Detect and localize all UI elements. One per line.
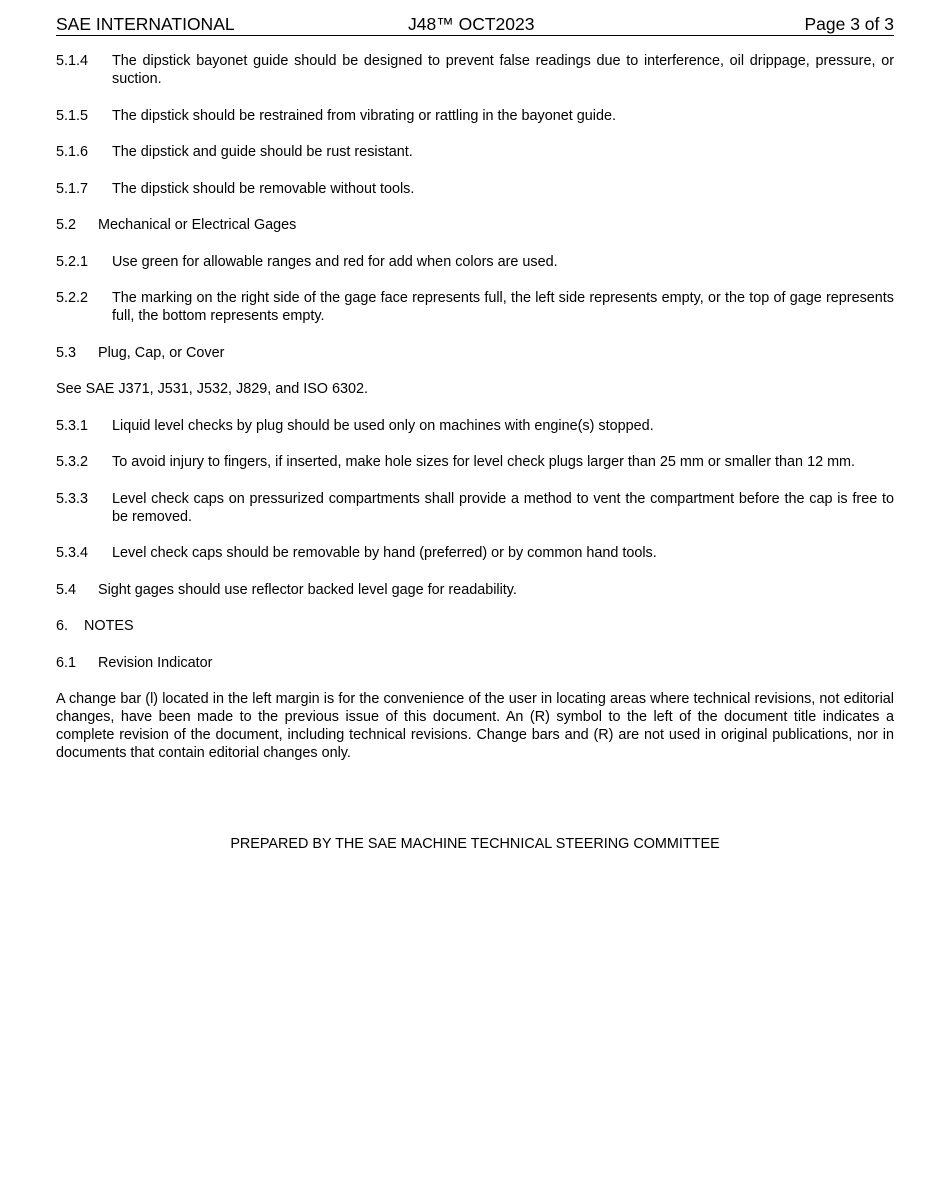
section-text: The dipstick bayonet guide should be designed to prevent false readings due to interference, oil drippage, pressure, or suction. <box>112 53 894 87</box>
section-number: 6. <box>56 618 69 634</box>
section-heading: Plug, Cap, or Cover <box>98 344 225 361</box>
section-number: 5.1.6 <box>56 144 89 160</box>
section-6-1-heading <box>56 654 894 672</box>
section-number: 6.1 <box>56 654 77 671</box>
section-text: To avoid injury to fingers, if inserted, make hole sizes for level check plugs larger than 25 mm or smaller than 12 mm. <box>112 454 856 470</box>
section-5-2-2 <box>56 289 894 325</box>
header-page-number: Page 3 of 3 <box>804 14 894 34</box>
section-text: The dipstick and guide should be rust resistant. <box>112 144 413 160</box>
header-org: SAE INTERNATIONAL <box>56 14 235 34</box>
section-number: 5.4 <box>56 581 77 598</box>
section-text: Use green for allowable ranges and red for add when colors are used. <box>112 253 558 270</box>
document-body <box>56 52 894 781</box>
section-heading: NOTES <box>84 618 134 634</box>
reference-paragraph: See SAE J371, J531, J532, J829, and ISO 6302. <box>56 381 369 397</box>
section-5-1-6 <box>56 143 894 161</box>
section-5-3-1 <box>56 417 894 435</box>
section-number: 5.2.1 <box>56 253 89 270</box>
section-5-3-4 <box>56 544 894 562</box>
section-5-1-5 <box>56 107 894 125</box>
section-5-3-heading <box>56 344 894 362</box>
section-text: The dipstick should be restrained from vibrating or rattling in the bayonet guide. <box>112 107 616 124</box>
section-number: 5.1.5 <box>56 107 89 124</box>
section-number: 5.3.1 <box>56 417 89 434</box>
section-number: 5.2.2 <box>56 290 89 306</box>
section-number: 5.2 <box>56 217 77 233</box>
section-number: 5.3.3 <box>56 490 89 507</box>
section-5-4 <box>56 581 894 599</box>
section-5-2-heading <box>56 216 894 234</box>
section-5-3-2 <box>56 453 894 471</box>
page-header <box>56 13 894 36</box>
header-doc-id: J48™ OCT2023 <box>408 14 535 34</box>
section-number: 5.1.7 <box>56 180 89 197</box>
section-number: 5.3 <box>56 344 77 361</box>
section-5-2-1 <box>56 253 894 271</box>
section-text: Level check caps on pressurized compartments shall provide a method to vent the compartment before the cap is free to be removed. <box>112 490 894 525</box>
section-text: Level check caps should be removable by hand (preferred) or by common hand tools. <box>112 545 657 561</box>
section-text: The marking on the right side of the gage face represents full, the left side represents empty, or the top of gage represents full, the bottom represents empty. <box>112 290 894 324</box>
section-heading: Revision Indicator <box>98 654 213 671</box>
revision-indicator-paragraph: A change bar (l) located in the left margin is for the convenience of the user in locating areas where technical revisions, not editorial changes, have been made to the previous issue of this document. An (R) symbol to the left of the document title indicates a complete revision of the document, including technical revisions. Change bars and (R) are not used in original publications, nor in documents that contain editorial changes only. <box>56 691 894 761</box>
section-number: 5.3.2 <box>56 454 89 470</box>
section-text: Liquid level checks by plug should be used only on machines with engine(s) stopped. <box>112 417 654 434</box>
section-5-3-3 <box>56 490 894 526</box>
section-number: 5.3.4 <box>56 545 89 561</box>
section-heading: Mechanical or Electrical Gages <box>98 217 297 233</box>
section-text: Sight gages should use reflector backed level gage for readability. <box>98 581 517 598</box>
prepared-by-statement: PREPARED BY THE SAE MACHINE TECHNICAL STEERING COMMITTEE <box>230 836 720 852</box>
section-text: The dipstick should be removable without tools. <box>112 180 415 197</box>
section-5-1-4 <box>56 52 894 88</box>
section-6-heading <box>56 617 894 635</box>
section-number: 5.1.4 <box>56 53 89 69</box>
section-5-1-7 <box>56 180 894 198</box>
